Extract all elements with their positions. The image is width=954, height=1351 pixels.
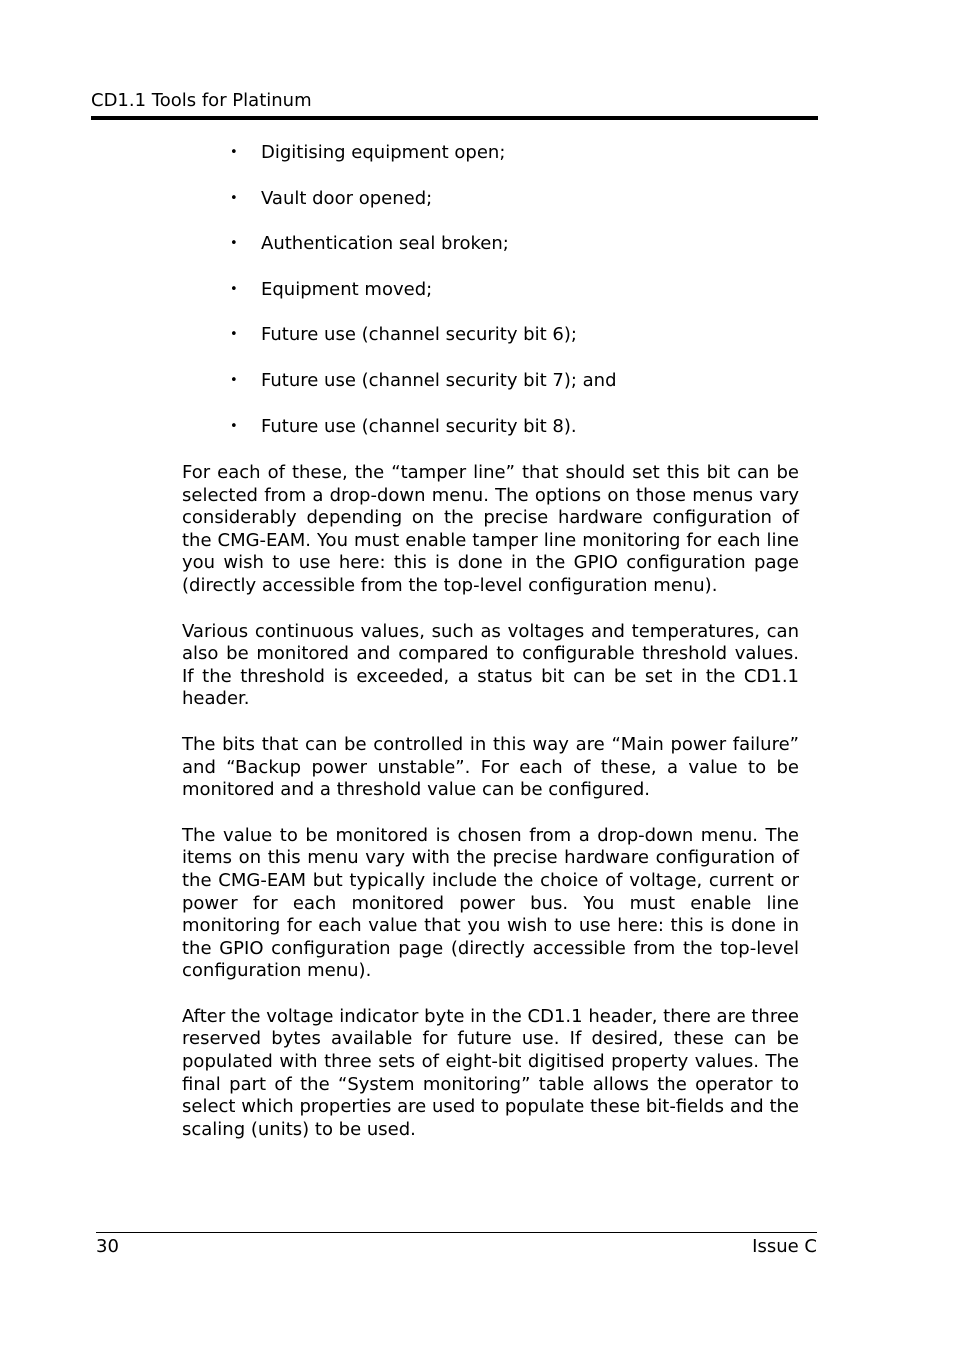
list-item-text: Equipment moved;	[261, 278, 433, 300]
header-rule	[91, 116, 818, 120]
list-item	[230, 324, 790, 370]
bullet-icon: •	[230, 327, 238, 343]
bullet-icon: •	[230, 236, 238, 252]
bullet-icon: •	[230, 372, 238, 388]
list-item-text: Vault door opened;	[261, 187, 433, 209]
list-item-text: Future use (channel security bit 7); and	[261, 369, 617, 391]
list-item	[230, 279, 790, 325]
running-header-title: CD1.1 Tools for Platinum	[91, 90, 312, 111]
list-item-text: Future use (channel security bit 8).	[261, 415, 577, 437]
issue-label: Issue C	[752, 1236, 817, 1257]
list-item-text: Future use (channel security bit 6);	[261, 324, 577, 346]
bullet-icon: •	[230, 281, 238, 297]
bullet-icon: •	[230, 145, 238, 160]
paragraph-status-bits: The bits that can be controlled in this way are “Main power failure” and “Backup power unstable”. For each of these, a value to be monitored and a threshold value can be configured.	[182, 733, 799, 801]
list-item	[230, 370, 790, 416]
bullet-icon: •	[230, 190, 238, 206]
bullet-list	[230, 142, 790, 461]
list-item-text: Digitising equipment open;	[261, 142, 506, 163]
paragraph-monitored-value: The value to be monitored is chosen from a drop-down menu. The items on this menu vary with the precise hardware configuration of the CMG-EAM but typically include the choice of voltage, current or power for each monitored power bus. You must enable line monitoring for each value that you wish to use here: this is done in the GPIO configuration page (directly accessible from the top-level configuration menu).	[182, 824, 799, 982]
list-item	[230, 142, 790, 188]
list-item	[230, 188, 790, 234]
page-number: 30	[96, 1236, 119, 1257]
paragraph-reserved-bytes: After the voltage indicator byte in the CD1.1 header, there are three reserved bytes available for future use. If desired, these can be populated with three sets of eight-bit digitised property values. The final part of the “System monitoring” table allows the operator to select which properties are used to populate these bit-fields and the scaling (units) to be used.	[182, 1005, 799, 1140]
body-text	[182, 462, 799, 1164]
list-item-text: Authentication seal broken;	[261, 233, 509, 255]
list-item	[230, 416, 790, 462]
paragraph-tamper-line: For each of these, the “tamper line” that should set this bit can be selected from a drop-down menu. The options on those menus vary considerably depending on the precise hardware configuration of the CMG-EAM. You must enable tamper line monitoring for each line you wish to use here: this is done in the GPIO configuration page (directly accessible from the top-level configuration menu).	[182, 462, 799, 596]
paragraph-continuous-values: Various continuous values, such as voltages and temperatures, can also be monitored and compared to configurable threshold values. If the threshold is exceeded, a status bit can be set in the CD1.1 header.	[182, 620, 799, 710]
footer-rule	[96, 1232, 817, 1233]
bullet-icon: •	[230, 418, 238, 434]
list-item	[230, 233, 790, 279]
